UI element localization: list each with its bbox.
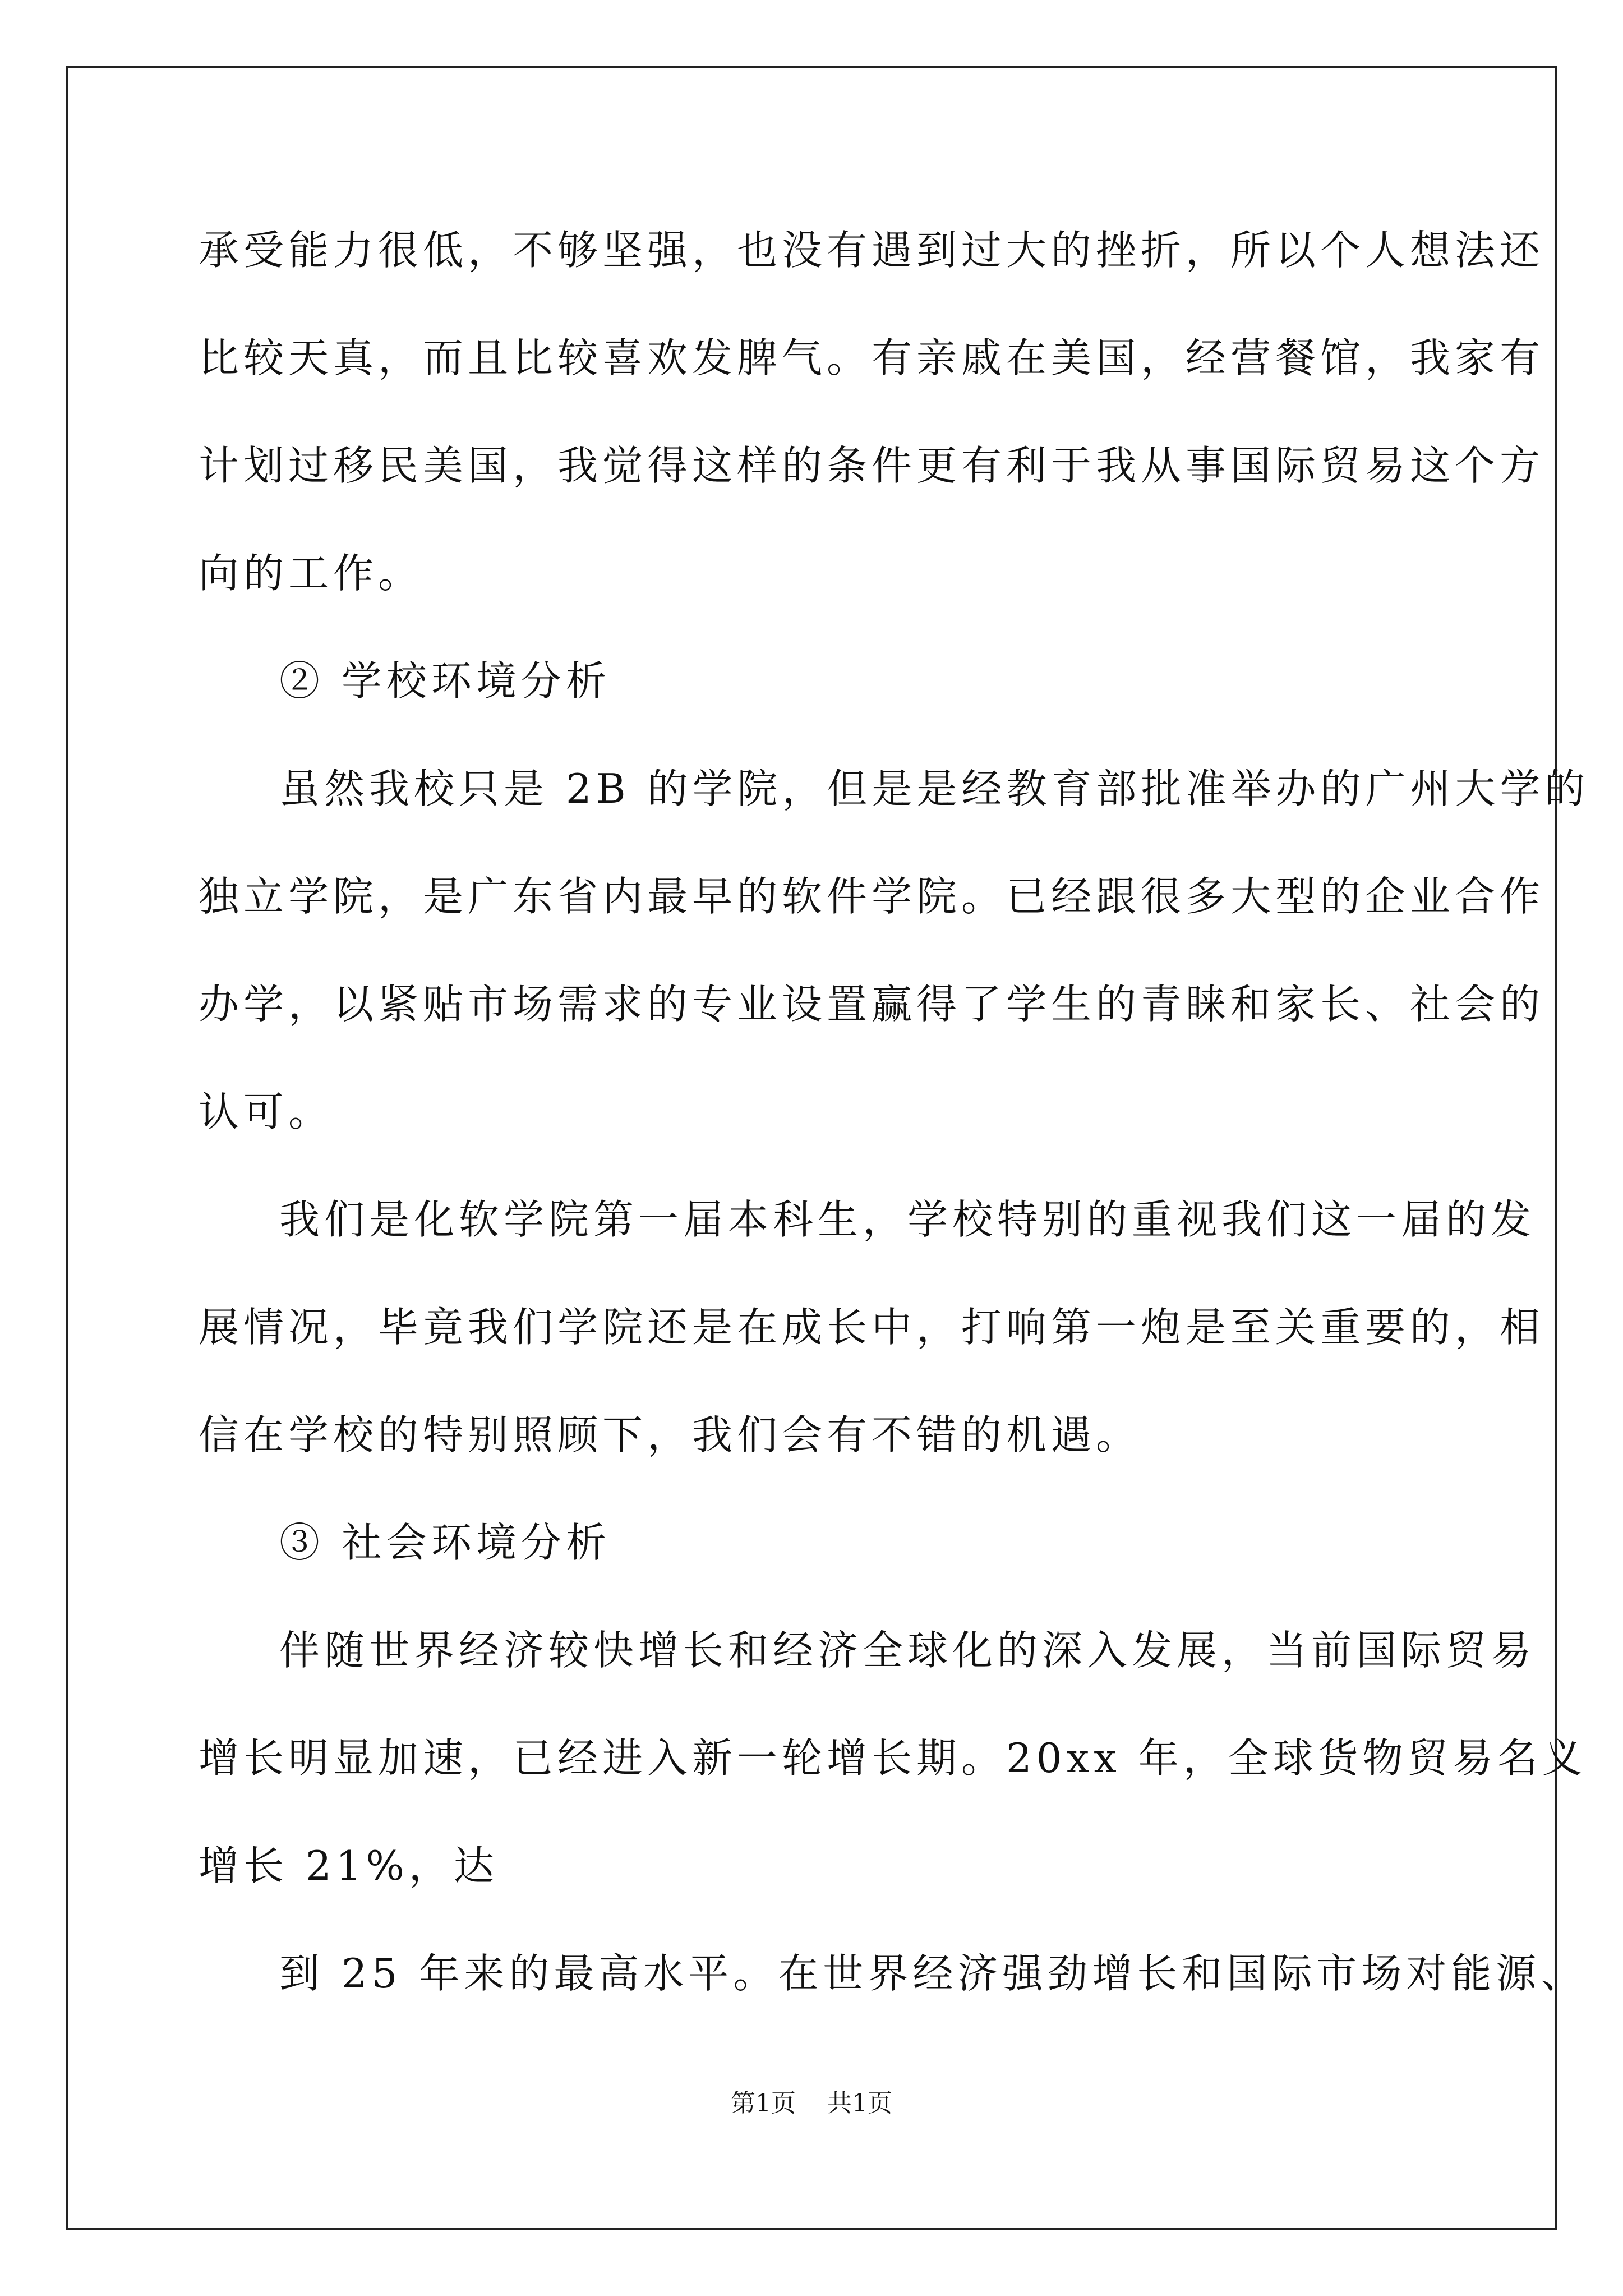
body-line-14: 伴随世界经济较快增长和经济全球化的深入发展，当前国际贸易 (279, 1627, 1536, 1674)
body-line-10: 我们是化软学院第一届本科生，学校特别的重视我们这一届的发 (279, 1196, 1536, 1243)
body-line-8: 办学，以紧贴市场需求的专业设置赢得了学生的青睐和家长、社会的 (199, 981, 1545, 1028)
body-line-11: 展情况，毕竟我们学院还是在成长中，打响第一炮是至关重要的，相 (199, 1304, 1545, 1351)
page-footer: 第1页 共1页 (731, 2089, 892, 2118)
body-line-7: 独立学院，是广东省内最早的软件学院。已经跟很多大型的企业合作 (199, 873, 1545, 920)
body-line-9: 认可。 (199, 1088, 334, 1135)
body-line-12: 信在学校的特别照顾下，我们会有不错的机遇。 (199, 1411, 1141, 1458)
body-line-15: 增长明显加速，已经进入新一轮增长期。20xx 年，全球货物贸易名义 (199, 1734, 1587, 1782)
section-heading-school-environment: ② 学校环境分析 (279, 657, 611, 705)
body-line-16: 增长 21%，达 (199, 1842, 499, 1889)
body-line-17: 到 25 年来的最高水平。在世界经济强劲增长和国际市场对能源、 (279, 1950, 1586, 1997)
body-line-1: 承受能力很低，不够坚强，也没有遇到过大的挫折，所以个人想法还 (199, 227, 1545, 274)
body-line-2: 比较天真，而且比较喜欢发脾气。有亲戚在美国，经营餐馆，我家有 (199, 334, 1545, 381)
section-heading-social-environment: ③ 社会环境分析 (279, 1519, 611, 1566)
body-line-4: 向的工作。 (199, 550, 423, 597)
body-line-3: 计划过移民美国，我觉得这样的条件更有利于我从事国际贸易这个方 (199, 442, 1545, 489)
body-line-6: 虽然我校只是 2B 的学院，但是是经教育部批准举办的广州大学的 (279, 765, 1590, 812)
page-border (66, 66, 1590, 2230)
